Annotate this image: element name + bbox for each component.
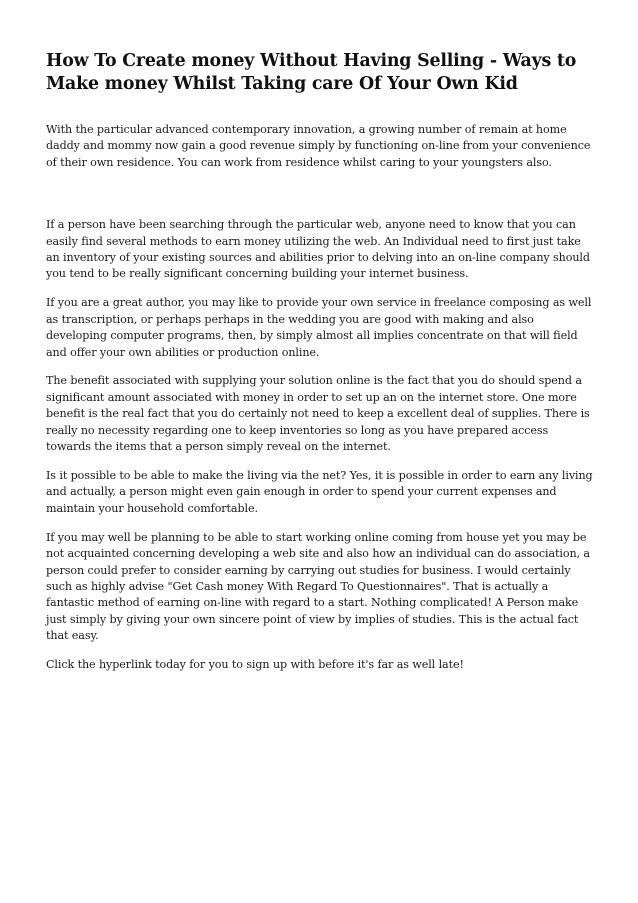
document-title: How To Create money Without Having Selling - Ways to Make money Whilst Taking care Of Your Own Kid <box>46 51 577 94</box>
document-page <box>46 50 596 686</box>
paragraph-intro: With the particular advanced contemporary innovation, a growing number of remain at home daddy and mommy now gain a good revenue simply by functioning on-line from your convenience of their own residence. You can work from residence whilst caring to your youngsters also. <box>46 123 591 169</box>
paragraph-author: If you are a great author, you may like to provide your own service in freelance composing as well as transcription, or perhaps perhaps in the wedding you are good with making and also developing computer programs, then, by simply almost all implies concentrate on that will field and offer your own abilities or production online. <box>46 296 592 359</box>
paragraph-questionnaires: If you may well be planning to be able to start working online coming from house yet you may be not acquainted concerning developing a web site and also how an individual can do association, a person could prefer to consider earning by carrying out studies for business. I would certainly such as highly advise "Get Cash money With Regard To Questionnaires". That is actually a fantastic method of earning on-line with regard to a start. Nothing complicated! A Person make just simply by giving your own sincere point of view by implies of studies. This is the actual fact that easy. <box>46 530 590 643</box>
paragraph-call-to-action: Click the hyperlink today for you to sign up with before it's far as well late! <box>46 658 464 672</box>
paragraph-searching-web: If a person have been searching through the particular web, anyone need to know that you can easily find several methods to earn money utilizing the web. An Individual need to first just take an inventory of your existing sources and abilities prior to delving into an on-line company should you tend to be really significant concerning building your internet business. <box>46 218 590 281</box>
paragraph-benefit: The benefit associated with supplying your solution online is the fact that you do should spend a significant amount associated with money in order to set up an on the internet store. One more benefit is the real fact that you do certainly not need to keep a excellent deal of supplies. There is really no necessity regarding one to keep inventories so long as you have prepared access towards the items that a person simply reveal on the internet. <box>46 374 590 454</box>
paragraph-living-via-net: Is it possible to be able to make the living via the net? Yes, it is possible in order to earn any living and actually, a person might even gain enough in order to spend your current expenses and maintain your household comfortable. <box>46 469 593 515</box>
